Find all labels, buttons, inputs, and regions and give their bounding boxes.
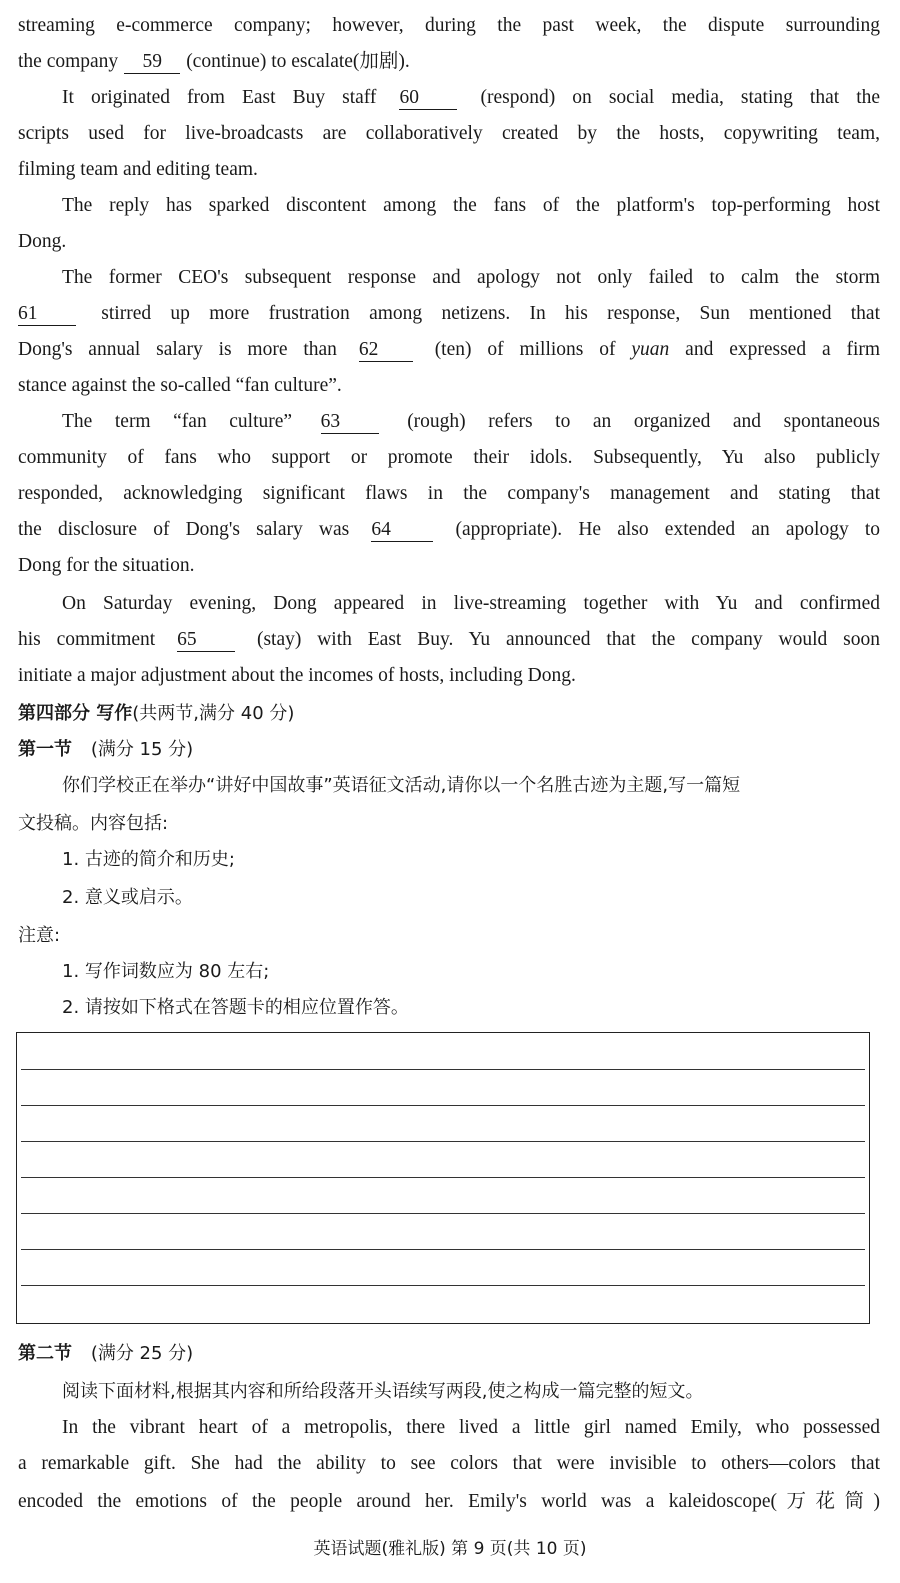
content-point-2: 2. 意义或启示。 [62,887,193,908]
passage-line: stance against the so-called “fan culture”. [18,375,342,396]
blank-59: 59 [124,51,180,74]
ruled-line [21,1177,865,1178]
part4-heading: 第四部分 写作(共两节,满分 40 分) [18,703,295,724]
section2-instructions: 阅读下面材料,根据其内容和所给段落开头语续写两段,使之构成一篇完整的短文。 [62,1381,704,1402]
blank-60: 60 [399,87,457,110]
passage-line: Dong. [18,231,67,252]
blank-62: 62 [359,339,413,362]
passage-line: streaming e-commerce company; however, during the past week, the dispute surrounding [18,15,880,36]
section2-heading: 第二节 (满分 25 分) [18,1343,194,1364]
notes-label: 注意: [18,925,61,946]
task-description: 文投稿。内容包括: [18,813,169,834]
passage-line: responded, acknowledging significant flaws in the company's management and stating that [18,483,880,504]
passage-line: the disclosure of Dong's salary was 64 (appropriate). He also extended an apology to [18,519,880,540]
content-point-1: 1. 古迹的简介和历史; [62,849,235,870]
blank-64: 64 [371,519,433,542]
passage-line: filming team and editing team. [18,159,258,180]
passage-line: scripts used for live-broadcasts are collaboratively created by the hosts, copywriting team, [18,123,880,144]
story-line: a remarkable gift. She had the ability to see colors that were invisible to others—colors that [18,1453,880,1474]
note-1: 1. 写作词数应为 80 左右; [62,961,270,982]
ruled-line [21,1213,865,1214]
blank-61: 61 [18,303,76,326]
passage-line: On Saturday evening, Dong appeared in live-streaming together with Yu and confirmed [62,593,880,614]
answer-box [16,1032,870,1324]
task-description: 你们学校正在举办“讲好中国故事”英语征文活动,请你以一个名胜古迹为主题,写一篇短 [62,775,741,796]
section1-heading: 第一节 (满分 15 分) [18,739,194,760]
passage-line: The reply has sparked discontent among the fans of the platform's top-performing host [62,195,880,216]
passage-line: The former CEO's subsequent response and apology not only failed to calm the storm [62,267,880,288]
ruled-line [21,1141,865,1142]
ruled-line [21,1285,865,1286]
passage-line: Dong's annual salary is more than 62 (ten) of millions of yuan and expressed a firm [18,339,880,360]
ruled-line [21,1249,865,1250]
passage-line: The term “fan culture” 63 (rough) refers to an organized and spontaneous [62,411,880,432]
story-line: In the vibrant heart of a metropolis, there lived a little girl named Emily, who possessed [62,1417,880,1438]
ruled-line [21,1069,865,1070]
passage-line: community of fans who support or promote their idols. Subsequently, Yu also publicly [18,447,880,468]
page-footer: 英语试题(雅礼版) 第 9 页(共 10 页) [313,1539,587,1559]
passage-line: his commitment 65 (stay) with East Buy. Yu announced that the company would soon [18,629,880,650]
ruled-line [21,1105,865,1106]
blank-65: 65 [177,629,235,652]
passage-line: Dong for the situation. [18,555,195,576]
story-line: encoded the emotions of the people around her. Emily's world was a kaleidoscope(万花筒) [18,1491,880,1512]
passage-line: initiate a major adjustment about the incomes of hosts, including Dong. [18,665,576,686]
note-2: 2. 请按如下格式在答题卡的相应位置作答。 [62,997,409,1018]
passage-line: It originated from East Buy staff 60 (respond) on social media, stating that the [62,87,880,108]
passage-line: 61 stirred up more frustration among netizens. In his response, Sun mentioned that [18,303,880,324]
passage-line: the company 59 (continue) to escalate(加剧). [18,51,410,72]
blank-63: 63 [321,411,379,434]
